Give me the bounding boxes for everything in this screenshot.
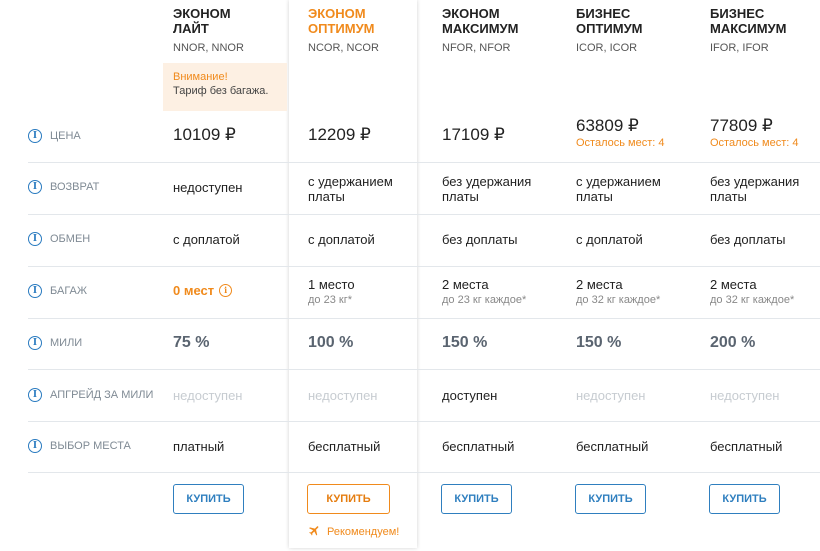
seat-selection-value: бесплатный	[576, 439, 649, 454]
upgrade-value: недоступен	[308, 388, 378, 403]
price-value: 12209 ₽	[308, 125, 371, 144]
buy-button-econom-max[interactable]: КУПИТЬ	[441, 484, 512, 514]
price-value: 17109 ₽	[442, 125, 505, 144]
baggage-value: 2 места до 23 кг каждое*	[442, 277, 527, 306]
refund-value: с удержанием платы	[308, 174, 393, 204]
refund-value: без удержания платы	[442, 174, 532, 204]
upgrade-value: доступен	[442, 388, 498, 403]
buy-button-econom-optimum[interactable]: КУПИТЬ	[307, 484, 390, 514]
exchange-value: с доплатой	[308, 232, 375, 247]
baggage-value: 1 место до 23 кг*	[308, 277, 355, 306]
refund-value: с удержанием платы	[576, 174, 661, 204]
info-icon[interactable]: I	[28, 180, 42, 194]
seat-selection-value: бесплатный	[442, 439, 515, 454]
baggage-value: 2 места до 32 кг каждое*	[576, 277, 661, 306]
miles-value: 75 %	[173, 334, 210, 351]
info-icon[interactable]: I	[28, 336, 42, 350]
buy-button-business-optimum[interactable]: КУПИТЬ	[575, 484, 646, 514]
recommended-column-highlight	[289, 0, 417, 548]
row-divider	[28, 472, 820, 473]
row-label-miles: I МИЛИ	[28, 333, 82, 353]
warning-text: Тариф без багажа.	[173, 85, 269, 97]
seat-selection-value: бесплатный	[308, 439, 381, 454]
column-title-econom-optimum: ЭКОНОМ ОПТИМУМ	[308, 6, 375, 36]
row-divider	[28, 214, 820, 215]
column-title-business-optimum: БИЗНЕС ОПТИМУМ	[576, 6, 643, 36]
column-codes: NCOR, NCOR	[308, 42, 379, 54]
seats-left: Осталось мест: 4	[576, 137, 665, 149]
info-icon[interactable]: I	[28, 388, 42, 402]
row-label-exchange: I ОБМЕН	[28, 229, 90, 249]
row-divider	[28, 318, 820, 319]
refund-value: недоступен	[173, 180, 243, 195]
baggage-value: 2 места до 32 кг каждое*	[710, 277, 795, 306]
warning-title: Внимание!	[173, 71, 228, 83]
seat-selection-value: бесплатный	[710, 439, 783, 454]
exchange-value: без доплаты	[442, 232, 518, 247]
info-icon[interactable]: I	[28, 232, 42, 246]
airplane-icon	[308, 524, 321, 540]
row-label-upgrade: I АПГРЕЙД ЗА МИЛИ	[28, 385, 153, 405]
no-baggage-warning	[163, 63, 287, 111]
miles-value: 150 %	[576, 334, 622, 351]
row-divider	[28, 369, 820, 370]
upgrade-value: недоступен	[710, 388, 780, 403]
miles-value: 200 %	[710, 334, 756, 351]
row-divider	[28, 421, 820, 422]
baggage-value: 0 мест i	[173, 283, 232, 298]
upgrade-value: недоступен	[173, 388, 243, 403]
refund-value: без удержания платы	[710, 174, 800, 204]
seats-left: Осталось мест: 4	[710, 137, 799, 149]
info-icon[interactable]: I	[28, 129, 42, 143]
miles-value: 100 %	[308, 334, 354, 351]
column-title-business-max: БИЗНЕС МАКСИМУМ	[710, 6, 787, 36]
recommended-badge: Рекомендуем!	[308, 524, 399, 540]
upgrade-value: недоступен	[576, 388, 646, 403]
row-label-price: I ЦЕНА	[28, 126, 81, 146]
exchange-value: с доплатой	[576, 232, 643, 247]
price-value: 77809 ₽	[710, 116, 773, 135]
row-label-refund: I ВОЗВРАТ	[28, 177, 99, 197]
column-codes: IFOR, IFOR	[710, 42, 769, 54]
price-value: 63809 ₽	[576, 116, 639, 135]
row-divider	[28, 162, 820, 163]
miles-value: 150 %	[442, 334, 488, 351]
row-divider	[28, 266, 820, 267]
info-icon[interactable]: i	[219, 284, 232, 297]
column-codes: NFOR, NFOR	[442, 42, 511, 54]
row-label-baggage: I БАГАЖ	[28, 281, 87, 301]
seat-selection-value: платный	[173, 439, 225, 454]
info-icon[interactable]: I	[28, 284, 42, 298]
column-codes: ICOR, ICOR	[576, 42, 638, 54]
column-title-econom-lite: ЭКОНОМ ЛАЙТ	[173, 6, 231, 36]
row-label-seat-selection: I ВЫБОР МЕСТА	[28, 436, 131, 456]
buy-button-business-max[interactable]: КУПИТЬ	[709, 484, 780, 514]
price-value: 10109 ₽	[173, 125, 236, 144]
column-title-econom-max: ЭКОНОМ МАКСИМУМ	[442, 6, 519, 36]
buy-button-econom-lite[interactable]: КУПИТЬ	[173, 484, 244, 514]
exchange-value: с доплатой	[173, 232, 240, 247]
column-codes: NNOR, NNOR	[173, 42, 244, 54]
info-icon[interactable]: I	[28, 439, 42, 453]
exchange-value: без доплаты	[710, 232, 786, 247]
